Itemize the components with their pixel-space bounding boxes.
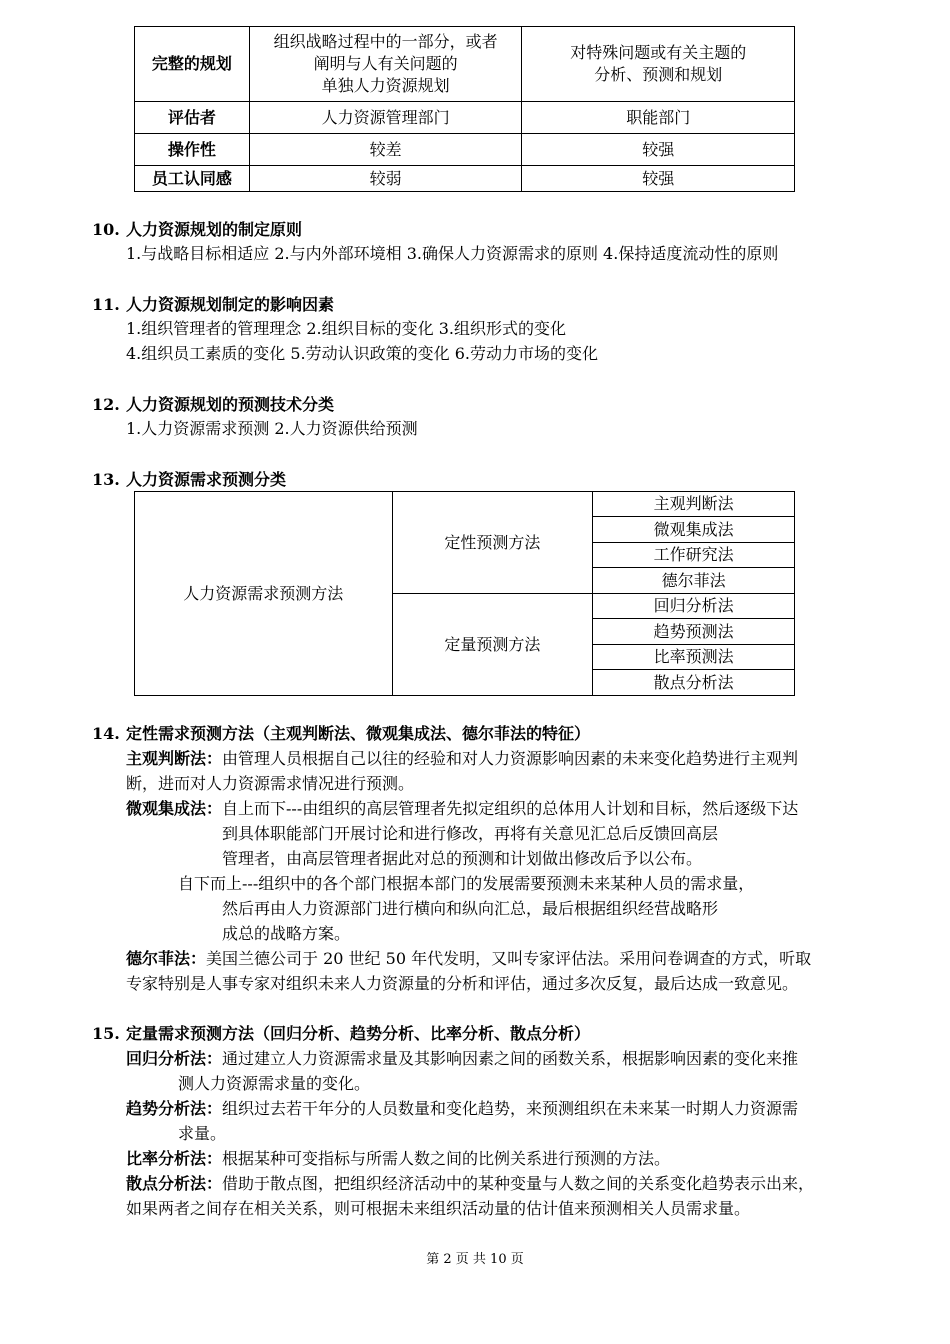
term-label: 趋势分析法： xyxy=(126,1099,223,1118)
cell-line: 分析、预测和规划 xyxy=(594,65,723,84)
group-cell-quantitative: 定量预测方法 xyxy=(392,594,593,696)
table-cell: 职能部门 xyxy=(522,102,795,134)
paragraph-line xyxy=(126,1048,798,1070)
paragraph-line xyxy=(126,748,798,770)
section-number: 12. xyxy=(92,395,120,414)
term-text: 自上而下---由组织的高层管理者先拟定组织的总体用人计划和目标，然后逐级下达 xyxy=(222,799,799,818)
table-cell xyxy=(522,27,795,102)
section-heading-11 xyxy=(92,294,334,316)
method-cell: 微观集成法 xyxy=(593,517,795,543)
paragraph-line xyxy=(126,1148,670,1170)
section-number: 10. xyxy=(92,220,120,239)
term-label: 比率分析法： xyxy=(126,1149,223,1168)
paragraph-line xyxy=(126,1173,814,1195)
term-label: 德尔菲法： xyxy=(126,949,207,968)
table-row xyxy=(135,166,795,192)
method-cell: 比率预测法 xyxy=(593,645,795,670)
paragraph-line: 专家特别是人事专家对组织未来人力资源量的分析和评估，通过多次反复，最后达成一致意见。 xyxy=(126,974,799,993)
table-row xyxy=(135,27,795,102)
term-text: 由管理人员根据自己以往的经验和对人力资源影响因素的未来变化趋势进行主观判 xyxy=(222,749,799,768)
cell-line: 单独人力资源规划 xyxy=(321,76,450,95)
section-number: 15. xyxy=(92,1024,120,1043)
cell-line: 组织战略过程中的一部分，或者 xyxy=(273,32,498,51)
section-title: 定性需求预测方法（主观判断法、微观集成法、德尔菲法的特征） xyxy=(126,724,591,743)
paragraph-line: 测人力资源需求量的变化。 xyxy=(178,1074,371,1093)
cell-line: 阐明与人有关问题的 xyxy=(313,54,458,73)
page-footer: 第 2 页 共 10 页 xyxy=(426,1252,524,1267)
term-label: 主观判断法： xyxy=(126,749,223,768)
paragraph-line: 然后再由人力资源部门进行横向和纵向汇总，最后根据组织经营战略形 xyxy=(222,899,719,918)
table-row xyxy=(135,492,795,517)
table-cell: 较强 xyxy=(522,134,795,166)
paragraph-line: 如果两者之间存在相关关系，则可根据未来组织活动量的估计值来预测相关人员需求量。 xyxy=(126,1199,751,1218)
section-text: 1.与战略目标相适应 2.与内外部环境相 3.确保人力资源需求的原则 4.保持适度流动性的原则 xyxy=(126,244,779,263)
term-text: 通过建立人力资源需求量及其影响因素之间的函数关系，根据影响因素的变化来推 xyxy=(222,1049,799,1068)
paragraph-line: 求量。 xyxy=(178,1124,227,1143)
section-title: 人力资源规划的制定原则 xyxy=(126,220,303,239)
paragraph-line xyxy=(126,948,811,970)
comparison-table xyxy=(134,26,795,192)
method-cell: 德尔菲法 xyxy=(593,568,795,594)
table-cell: 较强 xyxy=(522,166,795,192)
section-text: 4.组织员工素质的变化 5.劳动认识政策的变化 6.劳动力市场的变化 xyxy=(126,344,598,363)
row-label: 员工认同感 xyxy=(135,166,250,192)
section-number: 14. xyxy=(92,724,120,743)
paragraph-line: 管理者，由高层管理者据此对总的预测和计划做出修改后予以公布。 xyxy=(222,849,703,868)
paragraph-line xyxy=(126,1098,798,1120)
section-heading-10 xyxy=(92,219,302,241)
section-heading-13 xyxy=(92,469,286,491)
paragraph-line: 断，进而对人力资源需求情况进行预测。 xyxy=(126,774,415,793)
paragraph-line: 到具体职能部门开展讨论和进行修改，再将有关意见汇总后反馈回高层 xyxy=(222,824,719,843)
forecast-method-table xyxy=(134,491,795,696)
row-label: 完整的规划 xyxy=(135,27,250,102)
table-cell: 较弱 xyxy=(249,166,522,192)
paragraph-line: 成总的战略方案。 xyxy=(222,924,351,943)
table-row xyxy=(135,102,795,134)
term-text: 组织过去若干年分的人员数量和变化趋势，来预测组织在未来某一时期人力资源需 xyxy=(222,1099,799,1118)
section-heading-12 xyxy=(92,394,334,416)
paragraph-line: 自下而上---组织中的各个部门根据本部门的发展需要预测未来某种人员的需求量， xyxy=(178,874,755,893)
section-title: 人力资源规划的预测技术分类 xyxy=(126,395,335,414)
table-row xyxy=(135,134,795,166)
section-title: 人力资源需求预测分类 xyxy=(126,470,287,489)
row-label: 操作性 xyxy=(135,134,250,166)
group-cell-qualitative: 定性预测方法 xyxy=(392,492,593,594)
section-number: 13. xyxy=(92,470,120,489)
table-cell: 人力资源管理部门 xyxy=(249,102,522,134)
term-label: 散点分析法： xyxy=(126,1174,223,1193)
term-label: 微观集成法： xyxy=(126,799,223,818)
cell-line: 对特殊问题或有关主题的 xyxy=(570,43,747,62)
section-heading-15 xyxy=(92,1023,590,1045)
section-title: 人力资源规划制定的影响因素 xyxy=(126,295,335,314)
section-text: 1.组织管理者的管理理念 2.组织目标的变化 3.组织形式的变化 xyxy=(126,319,566,338)
method-cell: 主观判断法 xyxy=(593,492,795,517)
term-text: 根据某种可变指标与所需人数之间的比例关系进行预测的方法。 xyxy=(222,1149,671,1168)
section-text: 1.人力资源需求预测 2.人力资源供给预测 xyxy=(126,419,418,438)
row-label: 评估者 xyxy=(135,102,250,134)
method-cell: 散点分析法 xyxy=(593,670,795,696)
table-cell xyxy=(249,27,522,102)
table-cell: 较差 xyxy=(249,134,522,166)
root-method-cell: 人力资源需求预测方法 xyxy=(135,492,393,696)
paragraph-line xyxy=(126,798,798,820)
term-text: 美国兰德公司于 20 世纪 50 年代发明，又叫专家评估法。采用问卷调查的方式，听取 xyxy=(206,949,812,968)
section-heading-14 xyxy=(92,723,590,745)
term-label: 回归分析法： xyxy=(126,1049,223,1068)
method-cell: 工作研究法 xyxy=(593,543,795,568)
method-cell: 趋势预测法 xyxy=(593,619,795,645)
method-cell: 回归分析法 xyxy=(593,594,795,619)
term-text: 借助于散点图，把组织经济活动中的某种变量与人数之间的关系变化趋势表示出来， xyxy=(222,1174,815,1193)
section-title: 定量需求预测方法（回归分析、趋势分析、比率分析、散点分析） xyxy=(126,1024,591,1043)
section-number: 11. xyxy=(92,295,120,314)
